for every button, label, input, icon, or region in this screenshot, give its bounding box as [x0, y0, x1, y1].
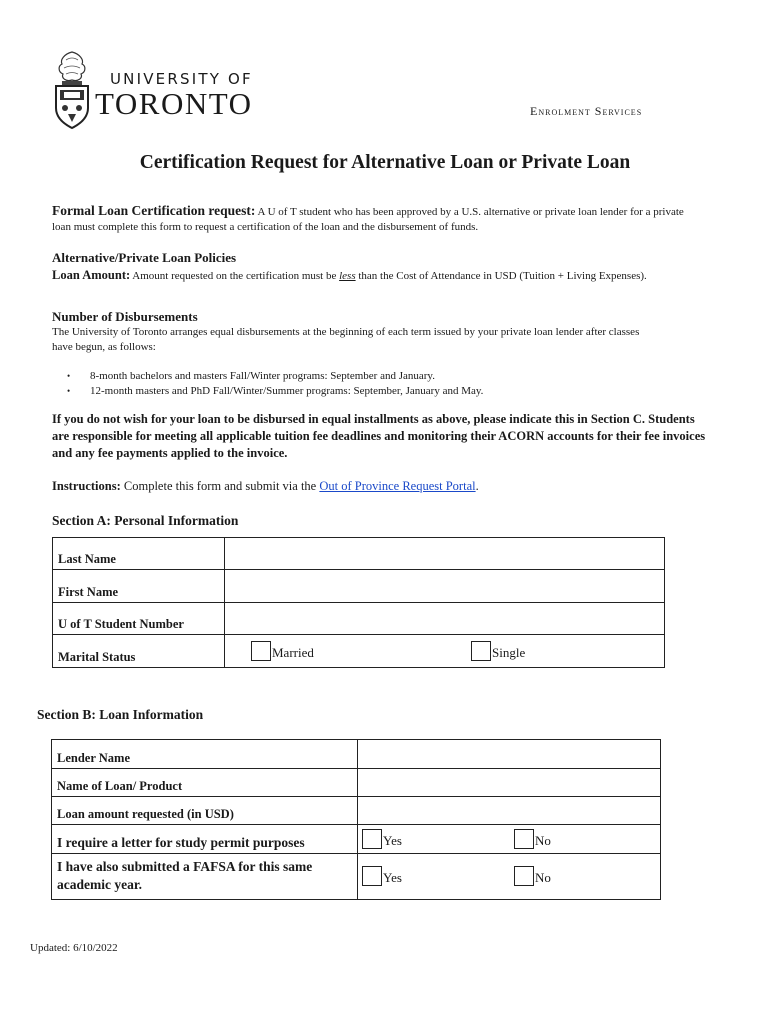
instructions-lead: Instructions: — [52, 479, 121, 493]
yes-label: Yes — [383, 833, 402, 848]
study-permit-no-option[interactable] — [514, 829, 551, 849]
university-name-line2: TORONTO — [95, 86, 253, 121]
loan-amount-text-2: than the Cost of Attendance in USD (Tuition + Living Expenses). — [355, 270, 647, 282]
married-label: Married — [272, 645, 314, 660]
intro-paragraph — [52, 203, 692, 235]
instructions-text: Complete this form and submit via the — [120, 479, 320, 493]
loan-amount-field[interactable] — [358, 797, 661, 825]
loan-info-table — [51, 739, 661, 900]
study-permit-label: I require a letter for study permit purposes — [52, 825, 358, 854]
disbursements-heading: Number of Disbursements — [52, 309, 198, 324]
fafsa-no-option[interactable] — [514, 866, 551, 886]
loan-product-field[interactable] — [358, 769, 661, 797]
first-name-label: First Name — [53, 570, 225, 603]
university-crest-logo — [52, 50, 92, 132]
married-checkbox[interactable] — [251, 641, 271, 661]
last-name-label: Last Name — [53, 538, 225, 570]
study-permit-yes-checkbox[interactable] — [362, 829, 382, 849]
fafsa-label: I have also submitted a FAFSA for this same academic year. — [52, 854, 358, 900]
loan-amount-label: Loan amount requested (in USD) — [52, 797, 358, 825]
disbursement-notice: If you do not wish for your loan to be disbursed in equal installments as above, please indicate this in Section C. Students are responsible for meeting all applicable tuition fee deadlines and monitoring their ACORN accounts for their fee invoices and any fee payments applied to the invoice. — [52, 412, 706, 460]
intro-text: A U of T student who has been approved by a U.S. alternative or private loan lender for a private loan must complete this form to request a certification of the loan and the disbursement of funds. — [52, 206, 684, 233]
no-label: No — [535, 870, 551, 885]
study-permit-no-checkbox[interactable] — [514, 829, 534, 849]
university-name-line1: UNIVERSITY OF — [110, 70, 253, 88]
study-permit-yes-option[interactable] — [362, 829, 402, 849]
first-name-field[interactable] — [225, 570, 665, 603]
yes-label: Yes — [383, 870, 402, 885]
instructions-paragraph — [52, 479, 712, 494]
intro-lead: Formal Loan Certification request: — [52, 203, 256, 218]
married-option[interactable] — [251, 641, 314, 661]
list-item: • 8-month bachelors and masters Fall/Winter programs: September and January. — [62, 369, 662, 384]
out-of-province-portal-link[interactable]: Out of Province Request Portal — [319, 479, 476, 493]
disbursement-list — [62, 369, 662, 399]
fafsa-yes-checkbox[interactable] — [362, 866, 382, 886]
department-name: Enrolment Services — [530, 104, 643, 118]
student-number-field[interactable] — [225, 603, 665, 635]
fafsa-options — [358, 854, 661, 900]
study-permit-options — [358, 825, 661, 854]
marital-status-options — [225, 635, 665, 668]
loan-amount-emphasis: less — [339, 270, 356, 282]
section-a-heading: Section A: Personal Information — [52, 513, 239, 528]
lender-name-label: Lender Name — [52, 740, 358, 769]
loan-amount-lead: Loan Amount: — [52, 268, 131, 282]
student-number-label: U of T Student Number — [53, 603, 225, 635]
lender-name-field[interactable] — [358, 740, 661, 769]
updated-date: Updated: 6/10/2022 — [30, 942, 118, 954]
disbursements-text: The University of Toronto arranges equal disbursements at the beginning of each term issued by your private loan lender after classes have begun, as follows: — [52, 326, 640, 353]
fafsa-no-checkbox[interactable] — [514, 866, 534, 886]
marital-status-label: Marital Status — [53, 635, 225, 668]
section-b-heading: Section B: Loan Information — [37, 707, 204, 722]
single-label: Single — [492, 645, 526, 660]
page-title: Certification Request for Alternative Loan or Private Loan — [139, 152, 631, 173]
single-checkbox[interactable] — [471, 641, 491, 661]
loan-amount-text-1: Amount requested on the certification must be — [130, 270, 340, 282]
loan-product-label: Name of Loan/ Product — [52, 769, 358, 797]
instructions-end: . — [475, 479, 479, 493]
personal-info-table — [52, 537, 665, 668]
list-item: • 12-month masters and PhD Fall/Winter/Summer programs: September, January and May. — [62, 384, 662, 399]
fafsa-yes-option[interactable] — [362, 866, 402, 886]
loan-amount-paragraph — [52, 268, 692, 284]
single-option[interactable] — [471, 641, 525, 661]
no-label: No — [535, 833, 551, 848]
last-name-field[interactable] — [225, 538, 665, 570]
policies-heading: Alternative/Private Loan Policies — [52, 250, 237, 265]
